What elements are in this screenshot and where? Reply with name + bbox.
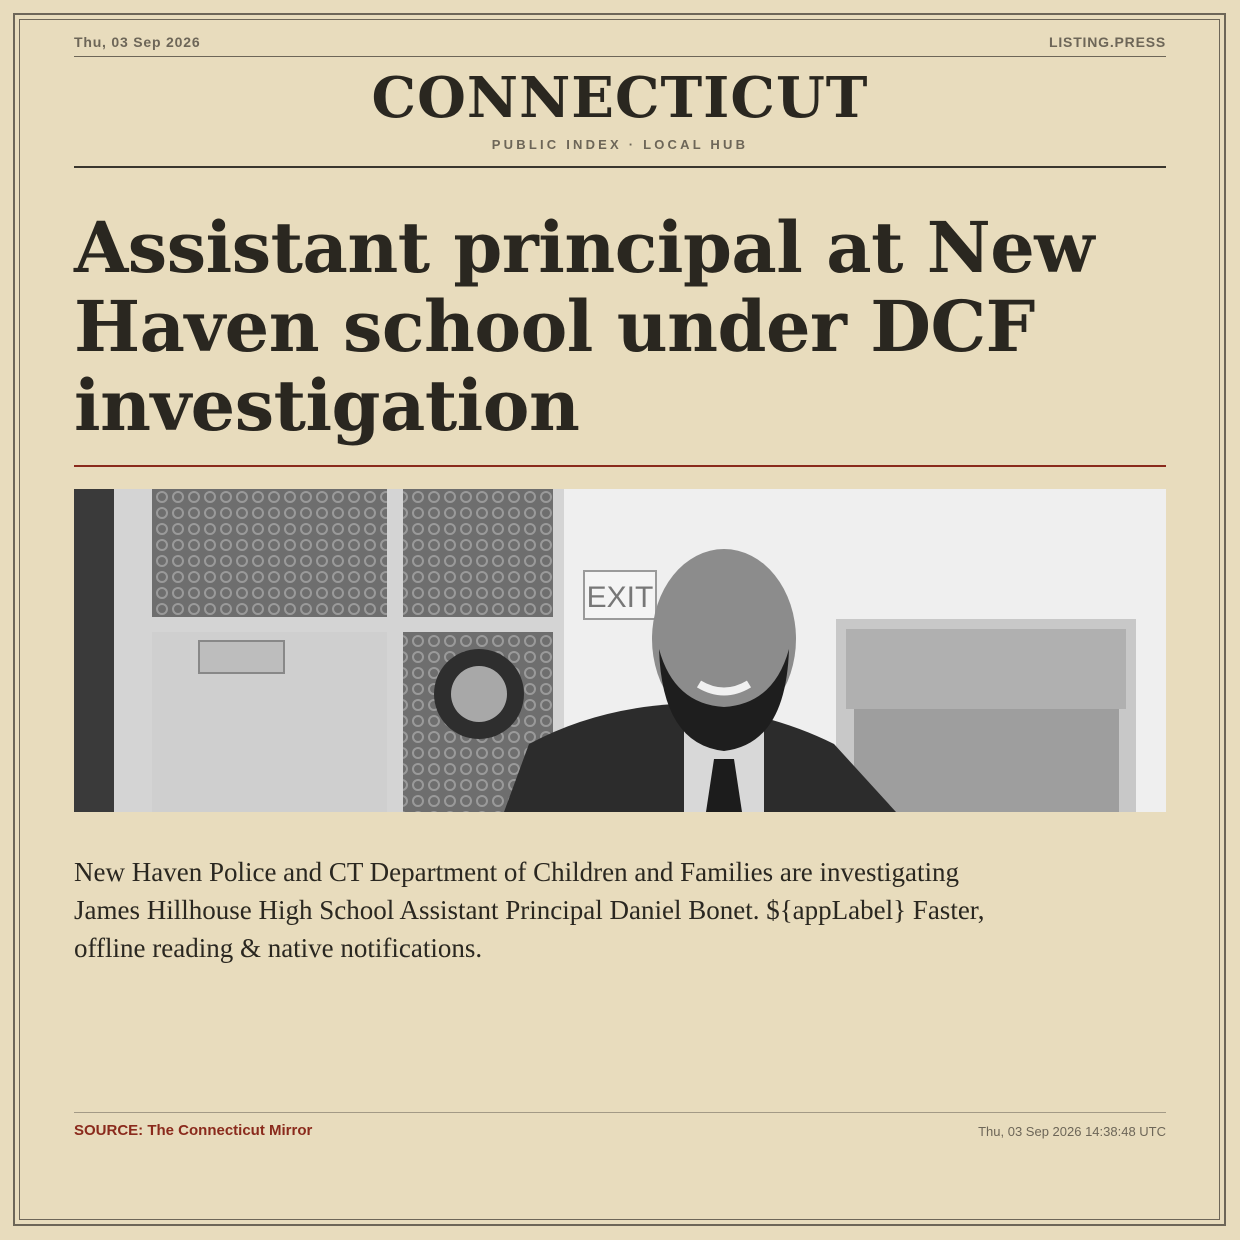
masthead-divider [74, 166, 1166, 168]
issue-date: Thu, 03 Sep 2026 [74, 34, 201, 50]
source-link[interactable]: SOURCE: The Connecticut Mirror [74, 1122, 313, 1139]
masthead-title: CONNECTICUT [371, 65, 869, 131]
headline-divider [74, 465, 1166, 467]
published-timestamp: Thu, 03 Sep 2026 14:38:48 UTC [978, 1124, 1166, 1139]
exit-sign-text: EXIT [586, 581, 654, 614]
article-headline[interactable]: Assistant principal at New Haven school under DCF investigation [74, 206, 1095, 447]
masthead-tagline: PUBLIC INDEX · LOCAL HUB [491, 137, 749, 152]
top-bar [74, 34, 1166, 57]
article-summary: New Haven Police and CT Department of Children and Families are investigating James Hillhouse High School Assistant Principal Daniel Bonet. ${appLabel} Faster, offline reading & native notifications. [74, 857, 985, 963]
site-name-link[interactable]: LISTING.PRESS [1049, 34, 1166, 50]
article-photo-graphic [74, 489, 1166, 812]
footer-divider [74, 1112, 1166, 1113]
article-photo[interactable] [74, 489, 1166, 812]
